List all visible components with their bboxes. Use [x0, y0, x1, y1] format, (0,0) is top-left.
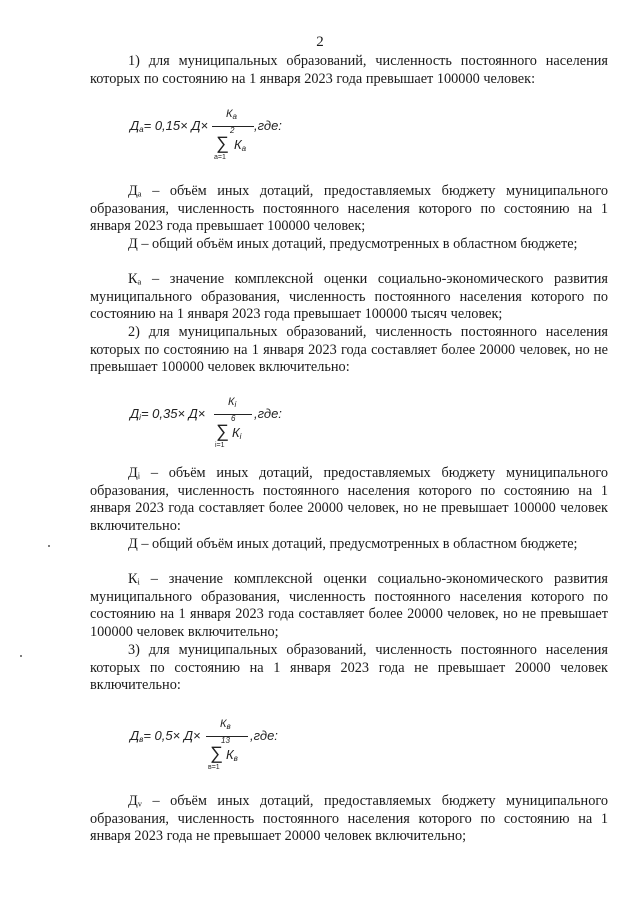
paragraph-case-3: 3) для муниципальных образований, численность постоянного населения которых по состоянию на 1 января 2023 года не превышает 20000 человек включительно:	[90, 642, 608, 694]
paragraph-def-Di: Дᵢ – объём иных дотаций, предоставляемых бюджету муниципального образования, численность постоянного населения которого по состоянию на 1 января 2023 года составляет более 20000 человек, но не превышает 100000 человек включительно:	[90, 465, 608, 534]
paragraph-def-Ka: Кₐ – значение комплексной оценки социально-экономического развития муниципального образования, численность постоянного населения которого по состоянию на 1 января 2023 года превышает 100000 тысяч человек;	[90, 271, 608, 323]
formula-1-where: ,где:	[254, 118, 282, 133]
formula-2-lhs: $Д_i= 0,35\times Д\times$	[130, 406, 206, 422]
formula-3	[130, 718, 330, 778]
formula-3-where: ,где:	[250, 728, 278, 743]
formula-2-sum-sign: ∑	[216, 421, 229, 441]
formula-3-upper-limit: 13	[221, 736, 230, 745]
page-number: 2	[316, 34, 324, 50]
formula-3-sum-sign: ∑	[210, 743, 223, 763]
formula-2-denominator: $К_i$	[232, 425, 242, 441]
scan-speck	[48, 545, 50, 547]
formula-2-where: ,где:	[254, 406, 282, 421]
formula-3-numerator: $К_в$	[220, 718, 231, 731]
formula-1-lhs: $Д_а= 0,15\times Д\times$	[130, 118, 209, 134]
paragraph-def-D-2: Д – общий объём иных дотаций, предусмотренных в областном бюджете;	[128, 536, 578, 552]
formula-1-denominator: $К_а$	[234, 137, 247, 153]
paragraph-def-D-1: Д – общий объём иных дотаций, предусмотренных в областном бюджете;	[128, 236, 578, 252]
formula-2-upper-limit: 6	[231, 414, 236, 423]
paragraph-def-Dv: Дᵥ – объём иных дотаций, предоставляемых бюджету муниципального образования, численность постоянного населения которого по состоянию на 1 января 2023 года не превышает 20000 человек включительно;	[90, 793, 608, 845]
formula-3-lhs: $Д_в= 0,5\times Д\times$	[130, 728, 201, 744]
formula-1-upper-limit: 2	[230, 126, 235, 135]
paragraph-def-Da: Дₐ – объём иных дотаций, предоставляемых бюджету муниципального образования, численность постоянного населения которого по состоянию на 1 января 2023 года превышает 100000 человек;	[90, 183, 608, 235]
paragraph-def-Ki: Кᵢ – значение комплексной оценки социально-экономического развития муниципального образования, численность постоянного населения которого по состоянию на 1 января 2023 года составляет более 20000 человек, но не превышает 100000 человек включительно;	[90, 571, 608, 640]
formula-1	[130, 108, 330, 168]
paragraph-case-1: 1) для муниципальных образований, численность постоянного населения которых по состоянию на 1 января 2023 года превышает 100000 человек:	[90, 53, 608, 87]
formula-2-numerator: $К_i$	[228, 396, 237, 409]
formula-1-numerator: $К_а$	[226, 108, 237, 121]
formula-1-lower-limit: а=1	[214, 154, 226, 161]
scan-speck	[20, 655, 22, 657]
formula-1-sum-sign: ∑	[216, 133, 229, 153]
formula-3-denominator: $К_в$	[226, 747, 238, 763]
formula-3-lower-limit: в=1	[208, 764, 220, 771]
formula-2	[130, 396, 330, 456]
paragraph-case-2: 2) для муниципальных образований, численность постоянного населения которых по состоянию на 1 января 2023 года составляет более 20000 человек, но не превышает 100000 человек включительно:	[90, 324, 608, 376]
formula-2-lower-limit: i=1	[215, 442, 225, 449]
